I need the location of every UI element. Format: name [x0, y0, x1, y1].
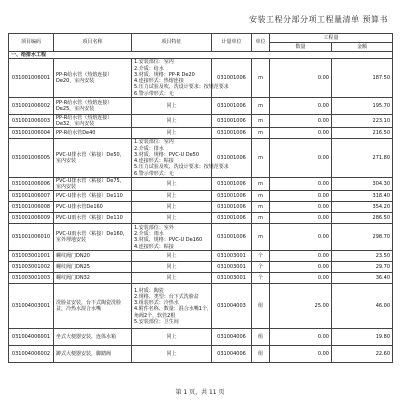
feature-line: 5.压力试验及吹、洗设计要求：按规范要求 [134, 84, 229, 91]
item-features-cell [132, 284, 212, 329]
unit-cell: m [252, 59, 270, 98]
unit-code-cell: 031003001 [212, 273, 252, 284]
item-name-cell: 蹲式大便器安装，脚踏阀 [54, 346, 132, 363]
quantity-cell: 0.00 [270, 273, 332, 284]
item-code-cell: 031003001002 [9, 262, 54, 273]
unit-code-cell: 031004006 [212, 346, 252, 363]
item-features-cell [132, 128, 212, 139]
table-row [9, 329, 393, 346]
item-name-cell: PP-R给水管（热熔连接）De32，室内安装 [54, 114, 132, 128]
feature-line: 2.规格、类型：台下式洗脸盆 [134, 293, 199, 300]
item-features-cell [132, 251, 212, 262]
feature-line: 6.警示带形式：无 [134, 170, 174, 177]
unit-cell: m [252, 114, 270, 128]
feature-line: 1.安装部位：室内 [134, 59, 174, 66]
item-code-cell: 031003001001 [9, 251, 54, 262]
item-code-cell: 031001006001 [9, 59, 54, 98]
item-name-cell: 洗脸盆安装，台下式陶瓷洗脸盆，冷热水混合水嘴 [54, 284, 132, 329]
amount-cell: 46.00 [332, 284, 393, 329]
table-row [9, 177, 393, 191]
feature-line: 2.介质：给水 [134, 65, 164, 72]
item-code-cell: 031001006004 [9, 128, 54, 139]
unit-code-cell: 031001006 [212, 213, 252, 224]
col-header-code: 项目编码 [9, 34, 54, 52]
item-features-cell [132, 59, 229, 98]
table-row [9, 97, 393, 114]
item-features-cell [132, 177, 212, 191]
item-code-cell: 031004006002 [9, 346, 54, 363]
feature-line: 同上 [166, 193, 177, 200]
feature-line: 5.压力试验及吹、洗设计要求：按规范要求 [134, 164, 229, 171]
table-row [9, 59, 393, 98]
item-code-cell: 031001006007 [9, 191, 54, 202]
unit-cell: 组 [252, 284, 270, 329]
page-title: 安装工程分部分项工程量清单 预算书 [248, 15, 388, 24]
amount-cell: 304.30 [332, 177, 393, 191]
item-name-cell: PP-R给水管（热熔连接）De20，室内安装 [54, 59, 132, 98]
item-code-cell: 031004003001 [9, 284, 54, 329]
feature-line: 同上 [166, 264, 177, 271]
quantity-cell: 0.00 [270, 262, 332, 273]
item-code-cell: 031004006001 [9, 329, 54, 346]
item-name-cell: PVC-U雨水管（粘接）De110 [54, 213, 132, 224]
item-name-cell: PVC-U雨水管（粘接）De160，室外埋地安装 [54, 224, 132, 251]
feature-line: 3.组装形式：冷热水 [134, 300, 179, 306]
table-row [9, 213, 393, 224]
item-features-cell [132, 114, 212, 128]
page-footer: 第 1 页，共 11 页 [175, 389, 225, 396]
feature-line: 同上 [166, 253, 177, 260]
item-code-cell: 031001006003 [9, 114, 54, 128]
unit-cell: m [252, 224, 270, 251]
item-name-cell: PVC-U排水管De160 [54, 202, 132, 213]
feature-line: 4.连接形式：热熔连接 [134, 78, 184, 84]
item-features-cell [132, 213, 212, 224]
amount-cell: 22.60 [332, 346, 393, 363]
item-code-cell: 031001006010 [9, 224, 54, 251]
table-row [9, 139, 393, 178]
quantity-cell: 0.00 [270, 114, 332, 128]
item-features-cell [132, 262, 212, 273]
unit-cell: m [252, 97, 270, 114]
feature-line: 3.材质、规格：PVC-U De50 [134, 151, 200, 158]
amount-cell: 187.50 [332, 59, 393, 98]
unit-code-cell: 031003001 [212, 262, 252, 273]
unit-code-cell: 031001006 [212, 114, 252, 128]
unit-cell: m [252, 139, 270, 178]
quantity-cell: 0.00 [270, 202, 332, 213]
feature-line: 2.介质：排水 [134, 145, 164, 152]
item-features-cell [132, 273, 212, 284]
col-header-name: 项目名称 [54, 34, 132, 52]
table-row [9, 202, 393, 213]
feature-line: 同上 [166, 180, 177, 187]
item-name-cell: PVC-U排水管（粘接）De75，室内安装 [54, 177, 132, 191]
unit-code-cell: 031001006 [212, 224, 252, 251]
feature-line: 6.警示带形式：无 [134, 90, 174, 97]
unit-code-cell: 031001006 [212, 128, 252, 139]
quantity-cell: 0.00 [270, 59, 332, 98]
table-row [9, 284, 393, 329]
feature-line: 同上 [166, 117, 177, 124]
item-name-cell: PP-R给水管（热熔连接）De25，室内安装 [54, 97, 132, 114]
feature-line: 4.连接形式：粘接 [134, 243, 174, 250]
quantity-cell: 0.00 [270, 128, 332, 139]
table-row [9, 251, 393, 262]
quantity-cell: 0.00 [270, 213, 332, 224]
amount-cell: 223.10 [332, 114, 393, 128]
item-features-cell [132, 97, 212, 114]
unit-code-cell: 031001006 [212, 97, 252, 114]
unit-code-cell: 031004003 [212, 284, 252, 329]
table-row [9, 114, 393, 128]
quantity-cell: 0.00 [270, 177, 332, 191]
unit-cell: m [252, 128, 270, 139]
amount-cell: 354.20 [332, 202, 393, 213]
item-code-cell: 031001006002 [9, 97, 54, 114]
quantity-cell: 0.00 [270, 329, 332, 346]
feature-line: 1.安装部位：室外 [134, 224, 174, 231]
amount-cell: 271.80 [332, 139, 393, 178]
unit-code-cell: 031003001 [212, 251, 252, 262]
amount-cell: 36.40 [332, 273, 393, 284]
unit-code-cell: 031001006 [212, 177, 252, 191]
quantity-cell: 0.00 [270, 224, 332, 251]
item-code-cell: 031001006006 [9, 177, 54, 191]
section-row [9, 52, 393, 59]
unit-code-cell: 031001006 [212, 139, 252, 178]
item-features-cell [132, 224, 212, 251]
feature-line: 1.安装部位：室内 [134, 139, 174, 146]
unit-cell: m [252, 202, 270, 213]
unit-cell: 个 [252, 273, 270, 284]
unit-cell: m [252, 213, 270, 224]
quantity-cell: 0.00 [270, 346, 332, 363]
item-features-cell [132, 191, 212, 202]
item-name-cell: PVC-U排水管（粘接）De50，室内安装 [54, 139, 132, 178]
feature-line: 4.附件名称、数量：混合水嘴1个， [134, 306, 212, 313]
amount-cell: 19.80 [332, 329, 393, 346]
unit-cell: 个 [252, 251, 270, 262]
unit-cell: 个 [252, 262, 270, 273]
unit-cell: m [252, 191, 270, 202]
quantity-cell: 0.00 [270, 97, 332, 114]
amount-cell: 23.50 [332, 251, 393, 262]
unit-cell: 组 [252, 329, 270, 346]
item-features-cell [132, 346, 212, 363]
item-code-cell: 031001006008 [9, 202, 54, 213]
feature-line: 1.材质：陶瓷 [134, 287, 164, 294]
unit-code-cell: 031004006 [212, 329, 252, 346]
amount-cell: 286.50 [332, 213, 393, 224]
feature-line: 同上 [166, 351, 177, 358]
table-row [9, 273, 393, 284]
feature-line: 3.材质、规格：PP-R De20 [134, 71, 195, 78]
table-row [9, 191, 393, 202]
item-features-cell [132, 139, 229, 178]
feature-line: 3.材质、规格：PVC-U De160 [134, 237, 203, 244]
table-row [9, 128, 393, 139]
amount-cell: 216.50 [332, 128, 393, 139]
feature-line: 5.安装部位：卫生间 [134, 318, 179, 325]
amount-cell: 318.40 [332, 191, 393, 202]
item-code-cell: 031001006009 [9, 213, 54, 224]
feature-line: 2.介质：雨水 [134, 231, 164, 237]
amount-cell: 298.70 [332, 224, 393, 251]
item-name-cell: 螺纹阀门DN32 [54, 273, 132, 284]
col-header-qty: 数量 [270, 43, 332, 52]
item-features-cell [132, 202, 212, 213]
section-title: 一、给排水工程 [9, 52, 393, 59]
feature-line: 同上 [166, 334, 177, 341]
col-header-qty-group: 工程量 [270, 34, 393, 43]
item-name-cell: 坐式大便器安装，连体水箱 [54, 329, 132, 346]
item-code-cell: 031001006005 [9, 139, 54, 178]
col-header-unit-code: 计量单位 [212, 34, 252, 52]
quantity-cell: 0.00 [270, 191, 332, 202]
amount-cell: 29.70 [332, 262, 393, 273]
table-row [9, 262, 393, 273]
quantity-cell: 25.00 [270, 284, 332, 329]
item-name-cell: 螺纹阀门DN20 [54, 251, 132, 262]
table-row [9, 224, 393, 251]
amount-cell: 195.70 [332, 97, 393, 114]
item-features-cell [132, 329, 212, 346]
table-row [9, 346, 393, 363]
feature-line: 4.连接形式：粘接 [134, 158, 174, 164]
quantity-cell: 0.00 [270, 251, 332, 262]
feature-line: 同上 [166, 275, 177, 282]
item-name-cell: PVC-U排水管（粘接）De110 [54, 191, 132, 202]
col-header-amount: 金额 [332, 43, 393, 52]
unit-code-cell: 031001006 [212, 59, 252, 98]
unit-code-cell: 031001006 [212, 202, 252, 213]
feature-line: 同上 [166, 204, 177, 211]
item-name-cell: 螺纹阀门DN25 [54, 262, 132, 273]
feature-line: 同上 [166, 102, 177, 109]
header-row-1 [9, 34, 393, 43]
feature-line: 角阀2个，软管2根 [134, 312, 176, 319]
feature-line: 同上 [166, 130, 177, 137]
unit-cell: m [252, 177, 270, 191]
col-header-features: 项目特征 [132, 34, 212, 52]
unit-code-cell: 031001006 [212, 191, 252, 202]
bill-of-quantities-table [8, 33, 393, 363]
item-code-cell: 031003001003 [9, 273, 54, 284]
feature-line: 同上 [166, 215, 177, 222]
unit-cell: 组 [252, 346, 270, 363]
item-name-cell: PP-R给水管De40 [54, 128, 132, 139]
col-header-unit: 单位 [252, 34, 270, 52]
quantity-cell: 0.00 [270, 139, 332, 178]
table-body [9, 52, 393, 363]
